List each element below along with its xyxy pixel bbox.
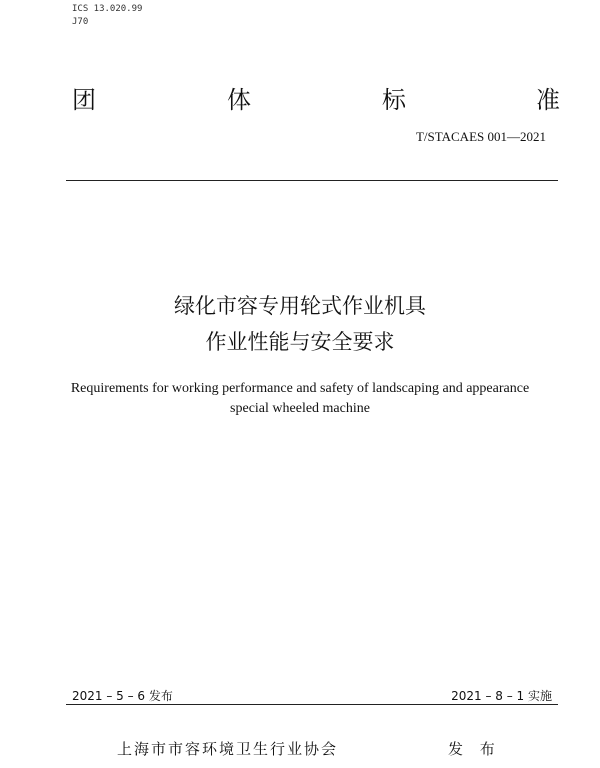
standard-type-char-3: 标 xyxy=(382,86,406,114)
implementation-date: 2021 – 8 – 1 实施 xyxy=(451,689,552,703)
standard-type-char-4: 准 xyxy=(536,86,560,114)
standard-type-char-1: 团 xyxy=(72,86,96,114)
title-en-line-1: Requirements for working performance and safety of landscaping and appearance xyxy=(70,381,530,396)
standard-type-char-2: 体 xyxy=(227,86,251,114)
publisher-name: 上海市市容环境卫生行业协会 xyxy=(117,740,339,758)
standard-type-heading xyxy=(72,84,562,116)
title-en-line-2: special wheeled machine xyxy=(230,401,370,416)
issue-date: 2021 – 5 – 6 发布 xyxy=(72,689,173,703)
ccs-code: J70 xyxy=(72,17,89,27)
publish-label: 发 布 xyxy=(448,740,501,758)
standard-number: T/STACAES 001—2021 xyxy=(415,129,546,144)
footer-divider xyxy=(66,704,558,705)
ics-code: ICS 13.020.99 xyxy=(72,4,143,14)
title-zh-line-1: 绿化市容专用轮式作业机具 xyxy=(174,294,426,318)
header-divider xyxy=(66,180,558,181)
title-zh-line-2: 作业性能与安全要求 xyxy=(205,330,395,354)
